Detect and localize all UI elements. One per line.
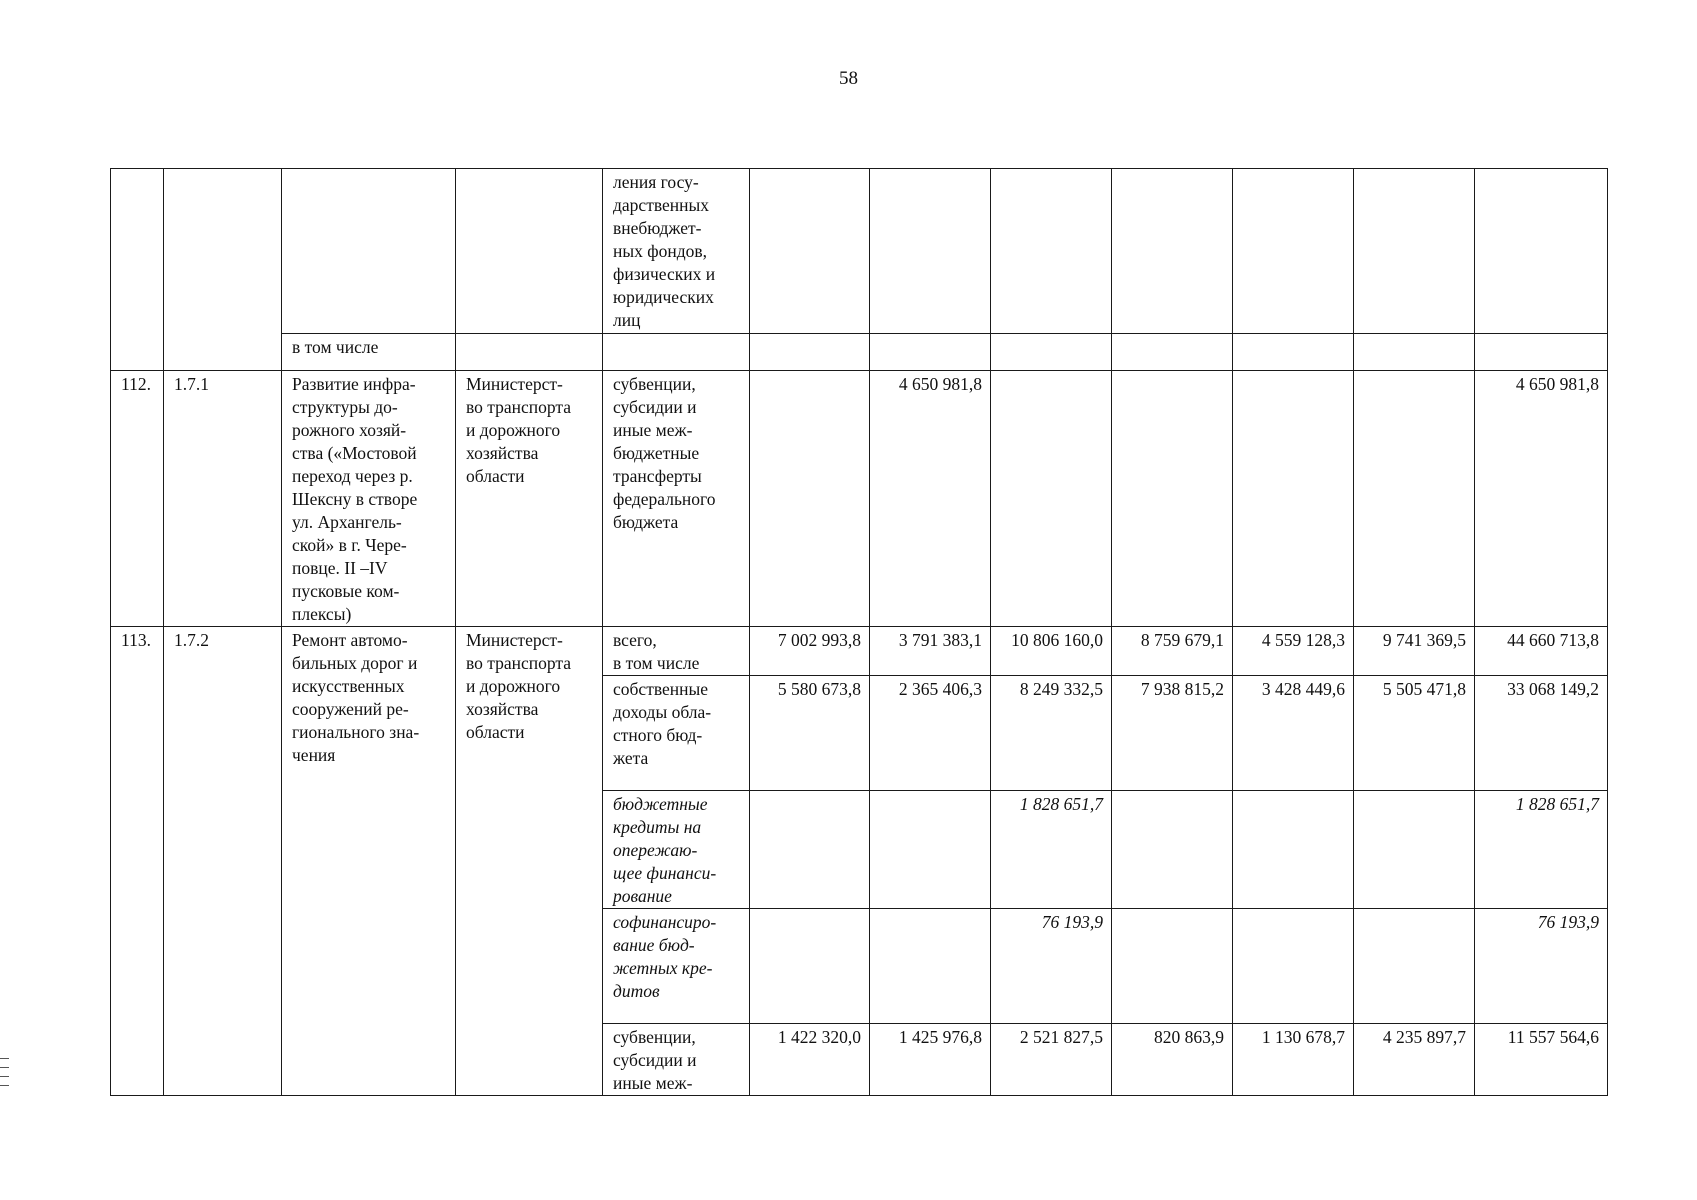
value-cell bbox=[870, 909, 991, 1024]
row-source: субвенции, субсидии и иные меж- bbox=[603, 1024, 750, 1096]
value-cell bbox=[1233, 371, 1354, 627]
value-cell bbox=[1354, 909, 1475, 1024]
value-cell bbox=[750, 371, 870, 627]
value-cell: 4 235 897,7 bbox=[1354, 1024, 1475, 1096]
value-cell: 4 650 981,8 bbox=[1475, 371, 1608, 627]
code-cell bbox=[164, 169, 282, 371]
value-cell: 7 938 815,2 bbox=[1112, 676, 1233, 791]
value-cell: 5 505 471,8 bbox=[1354, 676, 1475, 791]
value-cell: 4 650 981,8 bbox=[870, 371, 991, 627]
row-source: собственные доходы обла- стного бюд- жета bbox=[603, 676, 750, 791]
value-cell: 1 130 678,7 bbox=[1233, 1024, 1354, 1096]
value-cell: 3 791 383,1 bbox=[870, 627, 991, 676]
value-cell bbox=[1112, 371, 1233, 627]
value-cell bbox=[1233, 909, 1354, 1024]
value-cell bbox=[1233, 169, 1354, 334]
value-cell: 2 365 406,3 bbox=[870, 676, 991, 791]
value-cell bbox=[1233, 791, 1354, 909]
value-cell: 8 249 332,5 bbox=[991, 676, 1112, 791]
value-cell: 8 759 679,1 bbox=[1112, 627, 1233, 676]
value-cell bbox=[1354, 791, 1475, 909]
value-cell: 2 521 827,5 bbox=[991, 1024, 1112, 1096]
value-cell: 1 422 320,0 bbox=[750, 1024, 870, 1096]
num-cell bbox=[111, 169, 164, 371]
value-cell bbox=[1354, 371, 1475, 627]
margin-marks bbox=[0, 1058, 10, 1098]
value-cell: 33 068 149,2 bbox=[1475, 676, 1608, 791]
page-number: 58 bbox=[839, 68, 858, 89]
table-row bbox=[111, 627, 1608, 676]
value-cell bbox=[1112, 791, 1233, 909]
value-cell bbox=[870, 169, 991, 334]
value-cell: 44 660 713,8 bbox=[1475, 627, 1608, 676]
row-code: 1.7.2 bbox=[164, 627, 282, 1096]
budget-table bbox=[110, 168, 1608, 1096]
row-source: всего, в том числе bbox=[603, 627, 750, 676]
value-cell: 76 193,9 bbox=[991, 909, 1112, 1024]
value-cell bbox=[1475, 169, 1608, 334]
value-cell: 1 828 651,7 bbox=[1475, 791, 1608, 909]
row-code: 1.7.1 bbox=[164, 371, 282, 627]
executor-cell bbox=[456, 169, 603, 334]
value-cell bbox=[1112, 909, 1233, 1024]
value-cell: 4 559 128,3 bbox=[1233, 627, 1354, 676]
row-number: 112. bbox=[111, 371, 164, 627]
row-number: 113. bbox=[111, 627, 164, 1096]
value-cell: 10 806 160,0 bbox=[991, 627, 1112, 676]
row-source: софинансиро- вание бюд- жетных кре- дитов bbox=[603, 909, 750, 1024]
value-cell bbox=[991, 371, 1112, 627]
row-source: бюджетные кредиты на опережаю- щее финанси- рование bbox=[603, 791, 750, 909]
value-cell: 11 557 564,6 bbox=[1475, 1024, 1608, 1096]
value-cell bbox=[870, 791, 991, 909]
value-cell: 76 193,9 bbox=[1475, 909, 1608, 1024]
subheader-label: в том числе bbox=[282, 334, 456, 371]
value-cell: 7 002 993,8 bbox=[750, 627, 870, 676]
value-cell bbox=[750, 791, 870, 909]
value-cell: 5 580 673,8 bbox=[750, 676, 870, 791]
value-cell: 3 428 449,6 bbox=[1233, 676, 1354, 791]
value-cell: 1 425 976,8 bbox=[870, 1024, 991, 1096]
row-executor: Министерст- во транспорта и дорожного хозяйства области bbox=[456, 371, 603, 627]
name-cell bbox=[282, 169, 456, 334]
row-source: субвенции, субсидии и иные меж- бюджетные трансферты федерального бюджета bbox=[603, 371, 750, 627]
row-name: Ремонт автомо- бильных дорог и искусственных сооружений ре- гионального зна- чения bbox=[282, 627, 456, 1096]
row-name: Развитие инфра- структуры до- рожного хозяй- ства («Мостовой переход через р. Шексну в створе ул. Архангель- ской» в г. Чере- повце. II –IV пусковые ком- плексы) bbox=[282, 371, 456, 627]
row-executor: Министерст- во транспорта и дорожного хозяйства области bbox=[456, 627, 603, 1096]
table-row bbox=[111, 169, 1608, 334]
value-cell: 820 863,9 bbox=[1112, 1024, 1233, 1096]
value-cell bbox=[1112, 169, 1233, 334]
source-cell: ления госу- дарственных внебюджет- ных фондов, физических и юридических лиц bbox=[603, 169, 750, 334]
value-cell bbox=[750, 909, 870, 1024]
value-cell: 1 828 651,7 bbox=[991, 791, 1112, 909]
value-cell bbox=[750, 169, 870, 334]
value-cell: 9 741 369,5 bbox=[1354, 627, 1475, 676]
table-row bbox=[111, 371, 1608, 627]
table-row bbox=[111, 334, 1608, 371]
value-cell bbox=[1354, 169, 1475, 334]
value-cell bbox=[991, 169, 1112, 334]
